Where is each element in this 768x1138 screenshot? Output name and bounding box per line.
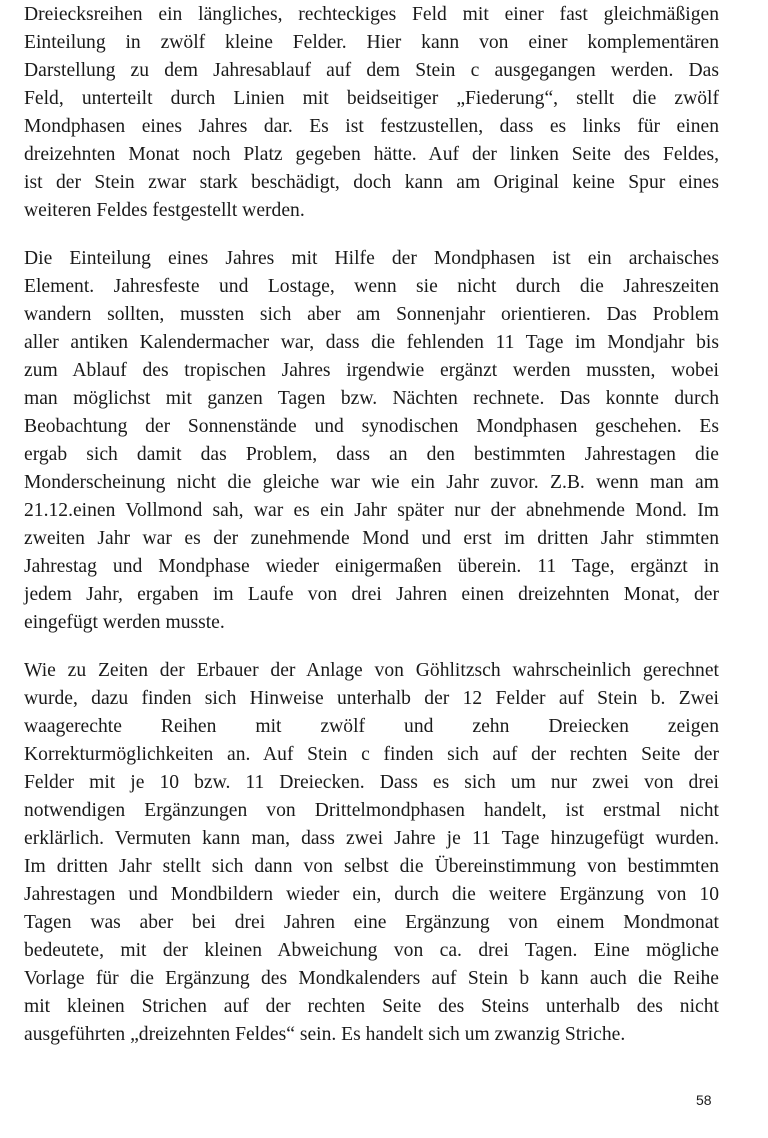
text-line: Vorlage für die Ergänzung des Mondkalenders auf Stein b kann auch die Reihe	[24, 968, 719, 989]
text-line: bedeutete, mit der kleinen Abweichung von ca. drei Tagen. Eine mögliche	[24, 940, 719, 961]
text-line: Feld, unterteilt durch Linien mit beidseitiger „Fiederung“, stellt die zwölf	[24, 88, 719, 109]
text-line: Dreiecksreihen ein längliches, rechteckiges Feld mit einer fast gleichmäßigen	[24, 4, 719, 25]
text-line: wurde, dazu finden sich Hinweise unterhalb der 12 Felder auf Stein b. Zwei	[24, 688, 719, 709]
text-line: man möglichst mit ganzen Tagen bzw. Nächten rechnete. Das konnte durch	[24, 388, 719, 409]
text-line: Mondphasen eines Jahres dar. Es ist festzustellen, dass es links für einen	[24, 116, 719, 137]
text-line: Jahrestag und Mondphase wieder einigermaßen überein. 11 Tage, ergänzt in	[24, 556, 719, 577]
text-line: mit kleinen Strichen auf der rechten Seite des Steins unterhalb des nicht	[24, 996, 719, 1017]
text-line: Felder mit je 10 bzw. 11 Dreiecken. Dass es sich um nur zwei von drei	[24, 772, 719, 793]
text-line: waagerechte Reihen mit zwölf und zehn Dreiecken zeigen	[24, 716, 719, 737]
text-line: Korrekturmöglichkeiten an. Auf Stein c finden sich auf der rechten Seite der	[24, 744, 719, 765]
paragraph-2	[24, 245, 719, 637]
paragraph-spacer	[24, 225, 719, 245]
text-line: Einteilung in zwölf kleine Felder. Hier kann von einer komplementären	[24, 32, 719, 53]
text-line: Jahrestagen und Mondbildern wieder ein, durch die weitere Ergänzung von 10	[24, 884, 719, 905]
text-line: Beobachtung der Sonnenstände und synodischen Mondphasen geschehen. Es	[24, 416, 719, 437]
text-line: jedem Jahr, ergaben im Laufe von drei Jahren einen dreizehnten Monat, der	[24, 584, 719, 605]
text-line: weiteren Feldes festgestellt werden.	[24, 200, 305, 221]
text-line: eingefügt werden musste.	[24, 612, 225, 633]
text-line: dreizehnten Monat noch Platz gegeben hätte. Auf der linken Seite des Feldes,	[24, 144, 719, 165]
text-line: Tagen was aber bei drei Jahren eine Ergänzung von einem Mondmonat	[24, 912, 719, 933]
text-line: zweiten Jahr war es der zunehmende Mond und erst im dritten Jahr stimmten	[24, 528, 719, 549]
paragraph-spacer	[24, 637, 719, 657]
text-line: ist der Stein zwar stark beschädigt, doch kann am Original keine Spur eines	[24, 172, 719, 193]
text-line: aller antiken Kalendermacher war, dass die fehlenden 11 Tage im Mondjahr bis	[24, 332, 719, 353]
paragraph-1	[24, 1, 719, 225]
text-line: ausgeführten „dreizehnten Feldes“ sein. Es handelt sich um zwanzig Striche.	[24, 1024, 626, 1045]
text-line: Die Einteilung eines Jahres mit Hilfe der Mondphasen ist ein archaisches	[24, 248, 719, 269]
text-line: Im dritten Jahr stellt sich dann von selbst die Übereinstimmung von bestimmten	[24, 856, 719, 877]
text-line: Element. Jahresfeste und Lostage, wenn sie nicht durch die Jahreszeiten	[24, 276, 719, 297]
text-line: notwendigen Ergänzungen von Drittelmondphasen handelt, ist erstmal nicht	[24, 800, 719, 821]
text-line: wandern sollten, mussten sich aber am Sonnenjahr orientieren. Das Problem	[24, 304, 719, 325]
page-number: 58	[696, 1092, 712, 1108]
text-line: ergab sich damit das Problem, dass an den bestimmten Jahrestagen die	[24, 444, 719, 465]
text-line: erklärlich. Vermuten kann man, dass zwei Jahre je 11 Tage hinzugefügt wurden.	[24, 828, 719, 849]
text-line: Wie zu Zeiten der Erbauer der Anlage von Göhlitzsch wahrscheinlich gerechnet	[24, 660, 719, 681]
text-line: Darstellung zu dem Jahresablauf auf dem Stein c ausgegangen werden. Das	[24, 60, 719, 81]
text-line: zum Ablauf des tropischen Jahres irgendwie ergänzt werden mussten, wobei	[24, 360, 719, 381]
paragraph-3	[24, 657, 719, 1049]
text-line: Monderscheinung nicht die gleiche war wie ein Jahr zuvor. Z.B. wenn man am	[24, 472, 719, 493]
body-text	[24, 1, 719, 1049]
text-line: 21.12.einen Vollmond sah, war es ein Jahr später nur der abnehmende Mond. Im	[24, 500, 719, 521]
